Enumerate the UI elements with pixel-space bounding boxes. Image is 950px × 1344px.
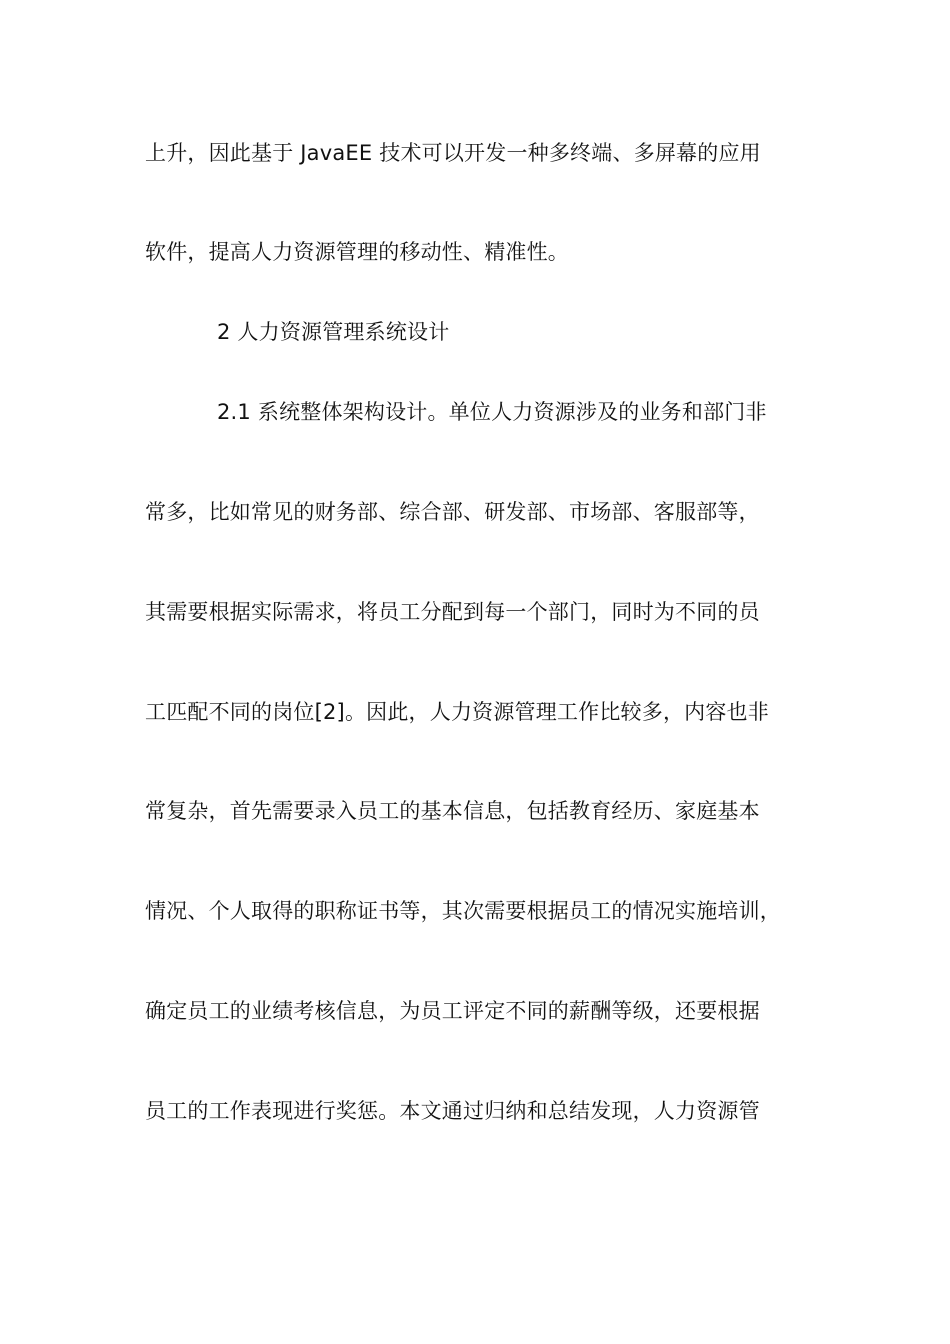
subsection-first-line: 2.1 系统整体架构设计。单位人力资源涉及的业务和部门非: [217, 400, 767, 424]
text-line: 工匹配不同的岗位[2]。因此，人力资源管理工作比较多，内容也非: [145, 700, 769, 724]
text-line: 确定员工的业绩考核信息，为员工评定不同的薪酬等级，还要根据: [145, 999, 760, 1023]
text-line: 情况、个人取得的职称证书等，其次需要根据员工的情况实施培训，: [145, 899, 781, 923]
text-line: 员工的工作表现进行奖惩。本文通过归纳和总结发现，人力资源管: [145, 1099, 760, 1123]
text-line: 上升，因此基于 JavaEE 技术可以开发一种多终端、多屏幕的应用: [145, 141, 761, 165]
text-line: 软件，提高人力资源管理的移动性、精准性。: [145, 240, 569, 264]
section-heading: 2 人力资源管理系统设计: [217, 320, 450, 344]
text-line: 其需要根据实际需求，将员工分配到每一个部门，同时为不同的员: [145, 600, 760, 624]
text-line: 常多，比如常见的财务部、综合部、研发部、市场部、客服部等，: [145, 500, 760, 524]
text-line: 常复杂，首先需要录入员工的基本信息，包括教育经历、家庭基本: [145, 799, 760, 823]
